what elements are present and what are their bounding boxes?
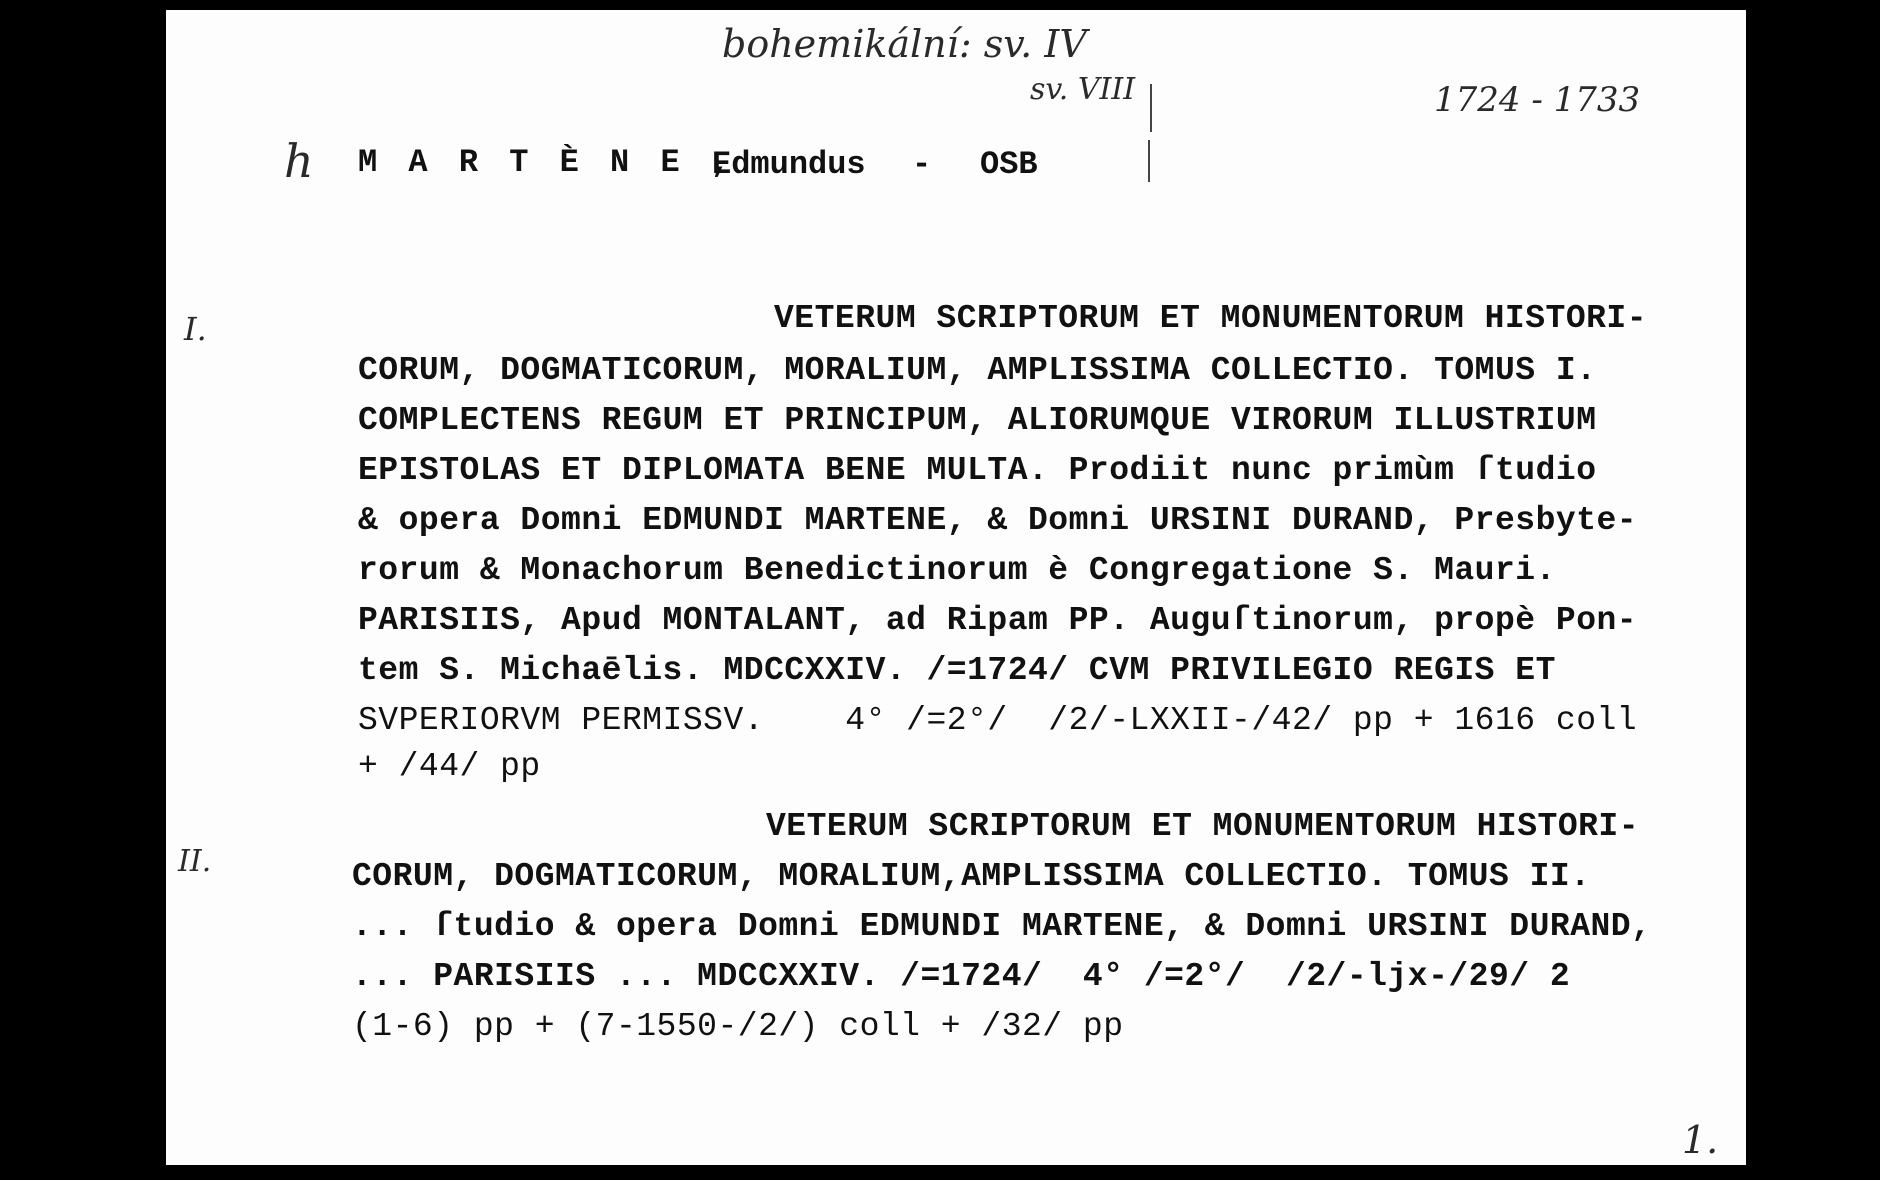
entry-line: ... PARISIIS ... MDCCXXIV. /=1724/ 4° /=2°/ /2/-ljx-/29/ 2 [352, 958, 1571, 995]
entry-line: CORUM, DOGMATICORUM, MORALIUM, AMPLISSIMA COLLECTIO. TOMUS I. [358, 352, 1597, 389]
scan-edge-noise-right [1746, 10, 1836, 1165]
entry-line: VETERUM SCRIPTORUM ET MONUMENTORUM HISTORI- [774, 300, 1648, 337]
entry-line: COMPLECTENS REGUM ET PRINCIPUM, ALIORUMQUE VIRORUM ILLUSTRIUM [358, 402, 1597, 439]
entry-line: & opera Domni EDMUNDI MARTENE, & Domni URSINI DURAND, Presbyte- [358, 502, 1638, 539]
entry-line: CORUM, DOGMATICORUM, MORALIUM,AMPLISSIMA COLLECTIO. TOMUS II. [352, 858, 1591, 895]
entry-line: SVPERIORVM PERMISSV. 4° /=2°/ /2/-LXXII-/42/ pp + 1616 coll [358, 702, 1638, 739]
handwritten-marker-h: h [284, 134, 314, 188]
handwritten-volume-marker-ii: II. [178, 844, 212, 879]
pencil-stroke [1148, 140, 1150, 182]
entry-line: + /44/ pp [358, 748, 541, 785]
author-forename: Edmundus [712, 146, 866, 183]
entry-line: ... ſtudio & opera Domni EDMUNDI MARTENE, & Domni URSINI DURAND, [352, 908, 1652, 945]
handwritten-volume-marker-i: I. [184, 310, 207, 348]
catalog-card [166, 10, 1746, 1165]
handwritten-page-number: 1. [1682, 1118, 1719, 1162]
handwritten-date-range: 1724 - 1733 [1434, 80, 1641, 120]
heading-dash: - [912, 146, 932, 183]
entry-line: VETERUM SCRIPTORUM ET MONUMENTORUM HISTORI- [766, 808, 1640, 845]
entry-line: tem S. Michaēlis. MDCCXXIV. /=1724/ CVM PRIVILEGIO REGIS ET [358, 652, 1556, 689]
entry-line: PARISIIS, Apud MONTALANT, ad Ripam PP. Auguſtinorum, propè Pon- [358, 602, 1638, 639]
entry-line: EPISTOLAS ET DIPLOMATA BENE MULTA. Prodiit nunc primùm ſtudio [358, 452, 1597, 489]
entry-line: rorum & Monachorum Benedictinorum è Congregatione S. Mauri. [358, 552, 1556, 589]
entry-line: (1-6) pp + (7-1550-/2/) coll + /32/ pp [352, 1008, 1124, 1045]
handwritten-top-note: bohemikální: sv. IV [722, 22, 1087, 66]
pencil-stroke [1150, 84, 1152, 132]
religious-order: OSB [980, 146, 1038, 183]
handwritten-sub-note: sv. VIII [1030, 72, 1136, 107]
author-surname: M A R T È N E , [358, 144, 737, 181]
